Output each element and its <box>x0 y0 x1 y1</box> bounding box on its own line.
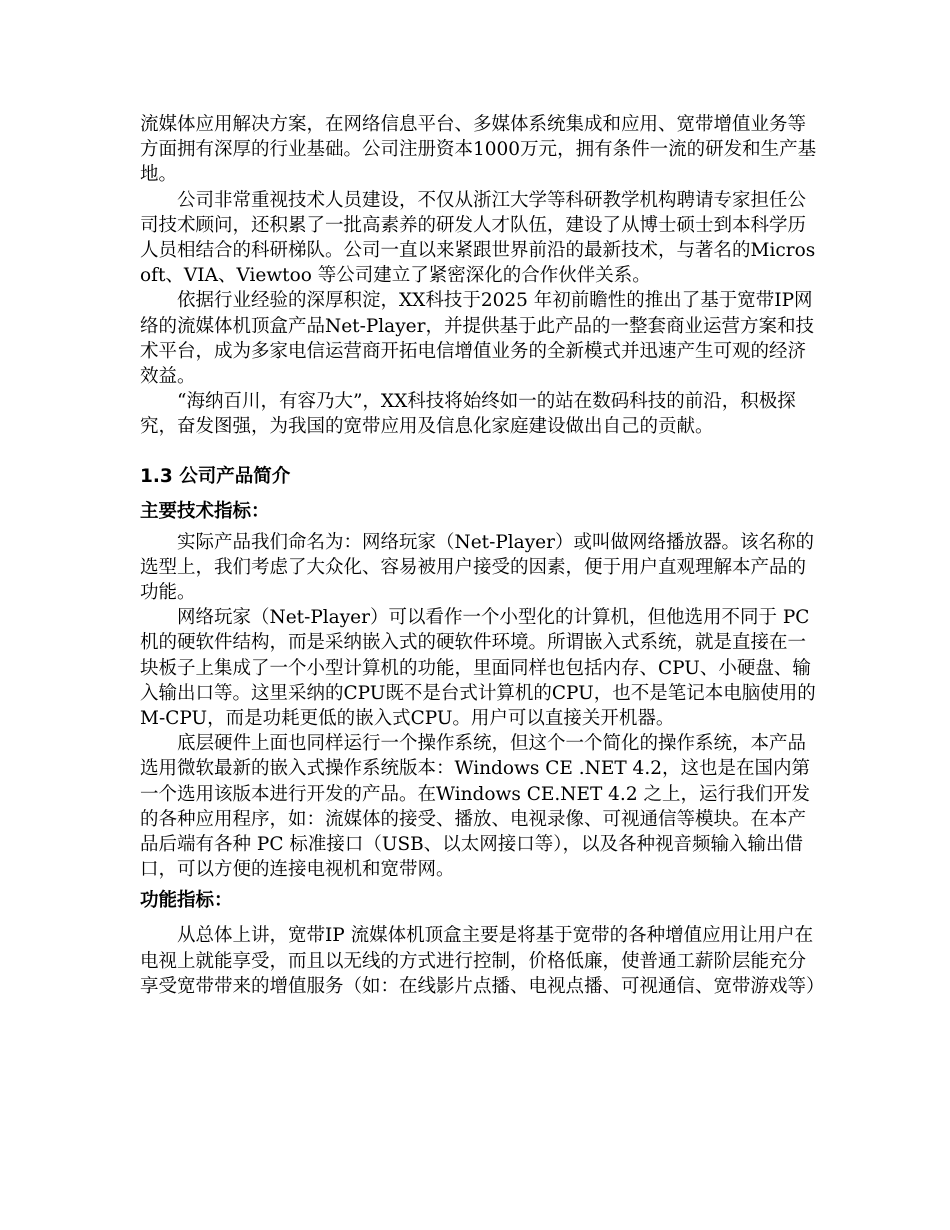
intro-paragraph-1: 流媒体应用解决方案，在网络信息平台、多媒体系统集成和应用、宽带增值业务等方面拥有深厚的行业基础。公司注册资本1000万元，拥有条件一流的研发和生产基地。 <box>140 114 817 186</box>
tech-paragraph-1: 实际产品我们命名为：网络玩家（Net-Player）或叫做网络播放器。该名称的选型上，我们考虑了大众化、容易被用户接受的因素，便于用户直观理解本产品的功能。 <box>140 531 814 604</box>
section-title: 1.3 公司产品简介 <box>140 465 291 487</box>
tech-paragraph-2: 网络玩家（Net-Player）可以看作一个小型化的计算机，但他选用不同于 PC机的硬软件结构，而是采纳嵌入式的硬软件环境。所谓嵌入式系统，就是直接在一块板子上集成了一个小型计算机的功能，里面同样也包括内存、CPU、小硬盘、输入输出口等。这里采纳的CPU既不是台式计算机的CPU，也不是笔记本电脑使用的M-CPU，而是功耗更低的嵌入式CPU。用户可以直接关开机器。 <box>140 607 816 730</box>
intro-paragraph-3: 依据行业经验的深厚积淀，XX科技于2025 年初前瞻性的推出了基于宽带IP网络的流媒体机顶盒产品Net-Player，并提供基于此产品的一整套商业运营方案和技术平台，成为多家电信运营商开拓电信增值业务的全新模式并迅速产生可观的经济效益。 <box>140 290 814 388</box>
document-page <box>140 112 825 999</box>
tech-paragraph-3: 底层硬件上面也同样运行一个操作系统，但这个一个简化的操作系统，本产品选用微软最新的嵌入式操作系统版本：Windows CE .NET 4.2，这也是在国内第一个选用该版本进行开发的产品。在Windows CE.NET 4.2 之上，运行我们开发的各种应用程序，如：流媒体的接受、播放、电视录像、可视通信等模块。在本产品后端有各种 PC 标准接口（USB、以太网接口等），以及各种视音频输入输出借口，可以方便的连接电视机和宽带网。 <box>140 733 810 881</box>
function-specs-heading: 功能指标： <box>140 890 233 912</box>
intro-paragraph-2: 公司非常重视技术人员建设，不仅从浙江大学等科研教学机构聘请专家担任公司技术顾问，还积累了一批高素养的研发人才队伍，建设了从博士硕士到本科学历人员相结合的科研梯队。公司一直以来紧跟世界前沿的最新技术，与著名的Microsoft、VIA、Viewtoo 等公司建立了紧密深化的合作伙伴关系。 <box>140 189 816 287</box>
tech-specs-heading: 主要技术指标： <box>140 500 270 522</box>
intro-paragraph-4: “海纳百川，有容乃大”，XX科技将始终如一的站在数码科技的前沿，积极探究，奋发图强，为我国的宽带应用及信息化家庭建设做出自己的贡献。 <box>140 391 796 438</box>
function-paragraph-1: 从总体上讲，宽带IP 流媒体机顶盒主要是将基于宽带的各种增值应用让用户在电视上就能享受，而且以无线的方式进行控制，价格低廉，使普通工薪阶层能充分享受宽带带来的增值服务（如：在线影片点播、电视点播、可视通信、宽带游戏等） <box>140 925 825 997</box>
